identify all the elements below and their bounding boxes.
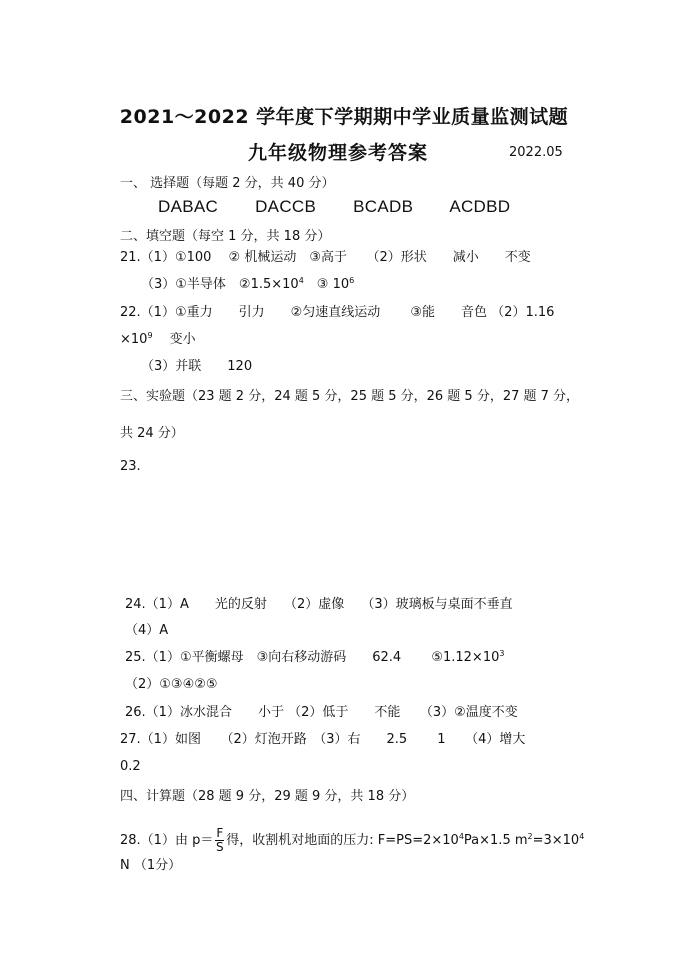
q25-line1-a: 25.（1）①平衡螺母 ③向右移动游码 62.4 ⑤1.12×10: [125, 650, 500, 665]
q28-exp1: 4: [458, 832, 464, 841]
section3-heading-line2: 共 24 分）: [120, 426, 184, 441]
q28-exp2: 2: [527, 832, 533, 841]
q28-line1: [120, 824, 584, 858]
answer-group-4: ACDBD: [449, 197, 511, 216]
q22-line3: （3）并联 120: [141, 359, 253, 374]
q23-label: 23.: [120, 459, 141, 474]
q22-line1: 22.（1）①重力 引力 ②匀速直线运动 ③能 音色 （2）1.16: [120, 305, 555, 320]
section4-heading: 四、计算题（28 题 9 分，29 题 9 分，共 18 分）: [120, 789, 415, 804]
pressure-fraction: [215, 827, 224, 854]
section2-heading: 二、填空题（每空 1 分，共 18 分）: [120, 229, 331, 244]
q25-exp: 3: [499, 649, 505, 658]
q28-exp3: 4: [579, 832, 585, 841]
q28-mid3: =3×10: [532, 833, 580, 848]
answer-group-3: BCADB: [353, 197, 414, 216]
q21-exp2: 6: [349, 276, 355, 285]
q26-line: 26.（1）冰水混合 小于 （2）低于 不能 （3）②温度不变: [125, 705, 518, 720]
fraction-numerator: F: [216, 826, 224, 840]
q28-mid: 得，收割机对地面的压力: F=PS=2×10: [226, 833, 459, 848]
q28-prefix: 28.（1）由 p＝: [120, 833, 214, 848]
q21-line2-a: （3）①半导体 ②1.5×10: [141, 277, 299, 292]
exam-date: 2022.05: [509, 145, 563, 160]
page-title: 2021～2022 学年度下学期期中学业质量监测试题: [119, 106, 569, 128]
answer-group-2: DACCB: [255, 197, 317, 216]
q24-line1: 24.（1）A 光的反射 （2）虚像 （3）玻璃板与桌面不垂直: [125, 597, 513, 612]
fraction-denominator: S: [215, 840, 224, 854]
q21-line2-b: ③ 10: [303, 277, 350, 292]
q28-line2: N （1分）: [120, 858, 182, 873]
section3-heading-line1: 三、实验题（23 题 2 分，24 题 5 分，25 题 5 分，26 题 5 分，27 题 7 分，: [120, 389, 580, 404]
answer-group-1: DABAC: [158, 197, 219, 216]
q22-exp: 9: [147, 331, 153, 340]
q22-line2-b: 变小: [152, 332, 196, 347]
q22-line2: [120, 332, 196, 348]
q25-line1: [125, 650, 504, 666]
page-subtitle: 九年级物理参考答案: [248, 142, 429, 164]
q22-line2-a: ×10: [120, 332, 148, 347]
q25-line2: （2）①③④②⑤: [125, 677, 218, 692]
q27-line2: 0.2: [120, 759, 141, 774]
q21-line2: [141, 277, 354, 293]
q27-line1: 27.（1）如图 （2）灯泡开路 （3）右 2.5 1 （4）增大: [120, 732, 526, 747]
choice-answers: [158, 197, 510, 217]
q21-line1: 21.（1）①100 ② 机械运动 ③高于 （2）形状 减小 不变: [120, 250, 531, 265]
q24-line2: （4）A: [125, 623, 169, 638]
section1-heading: 一、 选择题（每题 2 分，共 40 分）: [120, 176, 335, 191]
q28-mid2: Pa×1.5 m: [463, 833, 528, 848]
q21-exp1: 4: [298, 276, 304, 285]
